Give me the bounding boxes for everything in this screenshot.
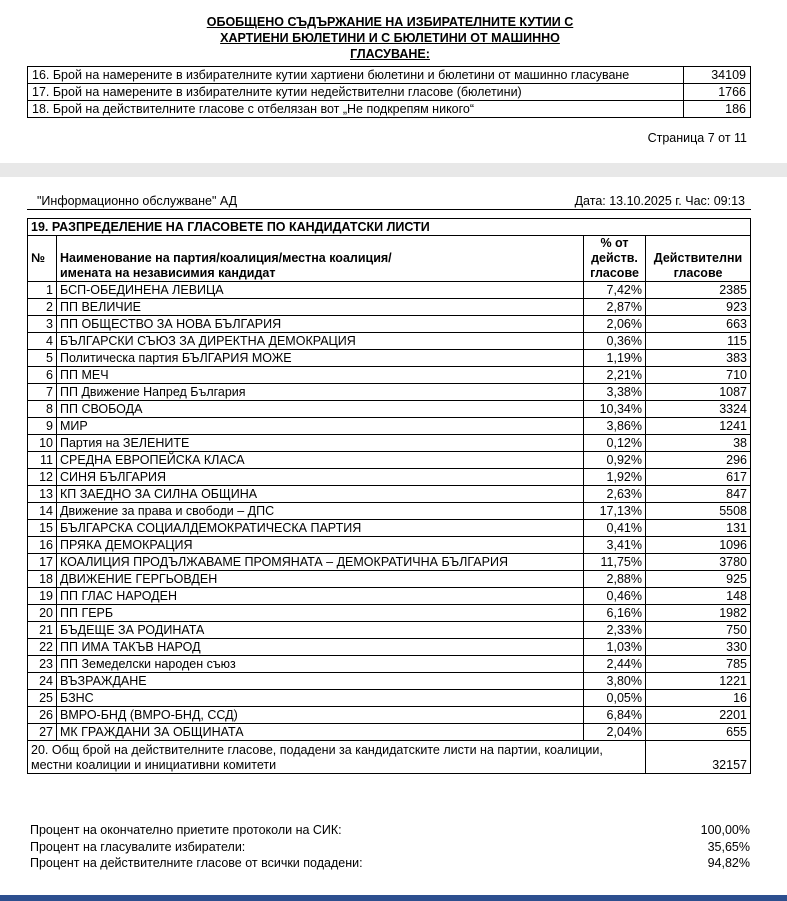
table-row: [28, 299, 751, 316]
vote-percent: 6,84%: [584, 707, 646, 724]
vote-count: 1221: [646, 673, 751, 690]
table-row: [28, 520, 751, 537]
section-title: 19. РАЗПРЕДЕЛЕНИЕ НА ГЛАСОВЕТЕ ПО КАНДИДАТСКИ ЛИСТИ: [28, 219, 751, 236]
vote-count: 2201: [646, 707, 751, 724]
vote-percent: 0,36%: [584, 333, 646, 350]
col-header-name-line: имената на независимия кандидат: [60, 266, 276, 280]
row-number: 1: [28, 282, 57, 299]
summary-row-value: 186: [684, 101, 751, 118]
row-number: 3: [28, 316, 57, 333]
table-row: [28, 316, 751, 333]
summary-title-line: ХАРТИЕНИ БЮЛЕТИНИ И С БЮЛЕТИНИ ОТ МАШИННО: [220, 31, 560, 45]
row-number: 16: [28, 537, 57, 554]
table-row: [28, 469, 751, 486]
row-number: 11: [28, 452, 57, 469]
summary-row-value: 34109: [684, 67, 751, 84]
summary-row-value: 1766: [684, 84, 751, 101]
row-number: 23: [28, 656, 57, 673]
table-body: [28, 282, 751, 741]
vote-count: 5508: [646, 503, 751, 520]
vote-percent: 6,16%: [584, 605, 646, 622]
row-number: 9: [28, 418, 57, 435]
party-name: ПП СВОБОДА: [57, 401, 584, 418]
table-row: [28, 384, 751, 401]
col-header-name: [57, 236, 584, 282]
table-row: [28, 690, 751, 707]
party-name: ПП ВЕЛИЧИЕ: [57, 299, 584, 316]
party-name: МИР: [57, 418, 584, 435]
party-name: КП ЗАЕДНО ЗА СИЛНА ОБЩИНА: [57, 486, 584, 503]
col-header-name-line: Наименование на партия/коалиция/местна коалиция/: [60, 251, 392, 265]
vote-percent: 3,86%: [584, 418, 646, 435]
vote-percent: 2,87%: [584, 299, 646, 316]
total-row: [28, 741, 751, 774]
row-number: 5: [28, 350, 57, 367]
party-name: СИНЯ БЪЛГАРИЯ: [57, 469, 584, 486]
vote-count: 3324: [646, 401, 751, 418]
vote-percent: 2,06%: [584, 316, 646, 333]
row-number: 7: [28, 384, 57, 401]
vote-count: 923: [646, 299, 751, 316]
stat-row: [30, 822, 750, 839]
vote-percent: 0,41%: [584, 520, 646, 537]
summary-title-line: ОБОБЩЕНО СЪДЪРЖАНИЕ НА ИЗБИРАТЕЛНИТЕ КУТИИ С: [206, 15, 574, 29]
vote-count: 1087: [646, 384, 751, 401]
party-name: ВМРО-БНД (ВМРО-БНД, ССД): [57, 707, 584, 724]
summary-table: [27, 66, 751, 118]
party-name: Партия на ЗЕЛЕНИТЕ: [57, 435, 584, 452]
vote-percent: 10,34%: [584, 401, 646, 418]
summary-row: [28, 101, 751, 118]
table-row: [28, 639, 751, 656]
vote-count: 330: [646, 639, 751, 656]
vote-percent: 3,80%: [584, 673, 646, 690]
vote-count: 115: [646, 333, 751, 350]
stat-value: 35,65%: [707, 839, 750, 854]
summary-row-label: 16. Брой на намерените в избирателните кутии хартиени бюлетини и бюлетини от машинно гласуване: [28, 67, 684, 84]
vote-percent: 1,19%: [584, 350, 646, 367]
col-header-votes: [646, 236, 751, 282]
table-row: [28, 554, 751, 571]
row-number: 6: [28, 367, 57, 384]
page-number: Страница 7 от 11: [647, 131, 747, 145]
vote-count: 750: [646, 622, 751, 639]
party-name: ДВИЖЕНИЕ ГЕРГЬОВДЕН: [57, 571, 584, 588]
party-name: БЪЛГАРСКИ СЪЮЗ ЗА ДИРЕКТНА ДЕМОКРАЦИЯ: [57, 333, 584, 350]
stat-row: [30, 855, 750, 872]
party-name: Движение за права и свободи – ДПС: [57, 503, 584, 520]
stat-label: Процент на действителните гласове от всички подадени:: [30, 856, 363, 870]
row-number: 20: [28, 605, 57, 622]
previous-page-bottom: [0, 0, 787, 163]
vote-count: 785: [646, 656, 751, 673]
row-number: 4: [28, 333, 57, 350]
vote-count: 3780: [646, 554, 751, 571]
table-row: [28, 571, 751, 588]
row-number: 14: [28, 503, 57, 520]
party-name: СРЕДНА ЕВРОПЕЙСКА КЛАСА: [57, 452, 584, 469]
table-row: [28, 622, 751, 639]
vote-percent: 2,04%: [584, 724, 646, 741]
vote-percent: 3,38%: [584, 384, 646, 401]
party-name: ПП Земеделски народен съюз: [57, 656, 584, 673]
vote-count: 296: [646, 452, 751, 469]
vote-percent: 2,44%: [584, 656, 646, 673]
total-label: 20. Общ брой на действителните гласове, подадени за кандидатските листи на партии, коалиции, местни коалиции и инициативни комитети: [28, 741, 646, 774]
table-row: [28, 656, 751, 673]
summary-row-label: 18. Брой на действителните гласове с отбелязан вот „Не подкрепям никого“: [28, 101, 684, 118]
summary-title-line: ГЛАСУВАНЕ:: [350, 47, 430, 61]
vote-count: 383: [646, 350, 751, 367]
row-number: 10: [28, 435, 57, 452]
vote-count: 655: [646, 724, 751, 741]
table-row: [28, 418, 751, 435]
row-number: 25: [28, 690, 57, 707]
vote-percent: 0,05%: [584, 690, 646, 707]
table-row: [28, 401, 751, 418]
party-name: ПП ОБЩЕСТВО ЗА НОВА БЪЛГАРИЯ: [57, 316, 584, 333]
vote-percent: 2,21%: [584, 367, 646, 384]
party-name: ПП МЕЧ: [57, 367, 584, 384]
vote-percent: 0,46%: [584, 588, 646, 605]
col-header-pct-line: действ.: [591, 251, 638, 265]
col-header-pct-line: % от: [600, 236, 629, 250]
row-number: 18: [28, 571, 57, 588]
stat-label: Процент на гласувалите избиратели:: [30, 839, 246, 854]
vote-percent: 2,63%: [584, 486, 646, 503]
col-header-no: №: [28, 236, 57, 282]
vote-percent: 2,88%: [584, 571, 646, 588]
col-header-votes-line: Действителни: [653, 251, 743, 265]
vote-count: 38: [646, 435, 751, 452]
table-row: [28, 282, 751, 299]
viewer-bottom-bar: [0, 895, 787, 901]
party-name: ПРЯКА ДЕМОКРАЦИЯ: [57, 537, 584, 554]
row-number: 8: [28, 401, 57, 418]
vote-count: 1982: [646, 605, 751, 622]
table-row: [28, 452, 751, 469]
vote-percent: 17,13%: [584, 503, 646, 520]
vote-count: 617: [646, 469, 751, 486]
table-header: [28, 236, 751, 282]
row-number: 17: [28, 554, 57, 571]
vote-percent: 1,03%: [584, 639, 646, 656]
stats-block: [30, 822, 750, 872]
table-row: [28, 537, 751, 554]
page-separator: [0, 163, 787, 177]
party-name: ВЪЗРАЖДАНЕ: [57, 673, 584, 690]
party-name: БЗНС: [57, 690, 584, 707]
row-number: 26: [28, 707, 57, 724]
table-row: [28, 605, 751, 622]
party-name: ПП ИМА ТАКЪВ НАРОД: [57, 639, 584, 656]
votes-table: [27, 218, 751, 774]
vote-count: 131: [646, 520, 751, 537]
row-number: 15: [28, 520, 57, 537]
table-row: [28, 588, 751, 605]
vote-percent: 1,92%: [584, 469, 646, 486]
vote-count: 148: [646, 588, 751, 605]
party-name: ПП ГЛАС НАРОДЕН: [57, 588, 584, 605]
party-name: БЪЛГАРСКА СОЦИАЛДЕМОКРАТИЧЕСКА ПАРТИЯ: [57, 520, 584, 537]
vote-count: 1241: [646, 418, 751, 435]
vote-count: 710: [646, 367, 751, 384]
vote-percent: 11,75%: [584, 554, 646, 571]
vote-percent: 2,33%: [584, 622, 646, 639]
party-name: ПП Движение Напред България: [57, 384, 584, 401]
vote-count: 1096: [646, 537, 751, 554]
vote-count: 2385: [646, 282, 751, 299]
stat-label: Процент на окончателно приетите протоколи на СИК:: [30, 823, 342, 837]
table-row: [28, 707, 751, 724]
party-name: МК ГРАЖДАНИ ЗА ОБЩИНАТА: [57, 724, 584, 741]
summary-row: [28, 84, 751, 101]
stat-value: 100,00%: [700, 823, 750, 837]
row-number: 27: [28, 724, 57, 741]
date-time: Дата: 13.10.2025 г. Час: 09:13: [574, 194, 745, 208]
party-name: КОАЛИЦИЯ ПРОДЪЛЖАВАМЕ ПРОМЯНАТА – ДЕМОКРАТИЧНА БЪЛГАРИЯ: [57, 554, 584, 571]
table-row: [28, 503, 751, 520]
stat-value: 94,82%: [707, 856, 750, 870]
row-number: 12: [28, 469, 57, 486]
col-header-votes-line: гласове: [673, 266, 723, 280]
row-number: 24: [28, 673, 57, 690]
table-row: [28, 673, 751, 690]
vote-count: 16: [646, 690, 751, 707]
row-number: 21: [28, 622, 57, 639]
summary-row-label: 17. Брой на намерените в избирателните кутии недействителни гласове (бюлетини): [28, 84, 684, 101]
vote-percent: 0,92%: [584, 452, 646, 469]
vote-count: 925: [646, 571, 751, 588]
table-row: [28, 435, 751, 452]
party-name: БЪДЕЩЕ ЗА РОДИНАТА: [57, 622, 584, 639]
col-header-pct-line: гласове: [590, 266, 639, 280]
row-number: 19: [28, 588, 57, 605]
party-name: ПП ГЕРБ: [57, 605, 584, 622]
vote-percent: 0,12%: [584, 435, 646, 452]
row-number: 13: [28, 486, 57, 503]
summary-title: [170, 14, 610, 62]
vote-percent: 3,41%: [584, 537, 646, 554]
company-name: "Информационно обслужване" АД: [37, 194, 238, 208]
vote-count: 847: [646, 486, 751, 503]
header-rule: [27, 209, 751, 210]
summary-row: [28, 67, 751, 84]
party-name: Политическа партия БЪЛГАРИЯ МОЖЕ: [57, 350, 584, 367]
party-name: БСП-ОБЕДИНЕНА ЛЕВИЦА: [57, 282, 584, 299]
table-row: [28, 333, 751, 350]
table-row: [28, 367, 751, 384]
vote-count: 663: [646, 316, 751, 333]
row-number: 22: [28, 639, 57, 656]
col-header-pct: [584, 236, 646, 282]
table-row: [28, 350, 751, 367]
row-number: 2: [28, 299, 57, 316]
total-value: 32157: [646, 741, 751, 774]
vote-percent: 7,42%: [584, 282, 646, 299]
table-row: [28, 724, 751, 741]
stat-row: [30, 839, 750, 856]
table-row: [28, 486, 751, 503]
